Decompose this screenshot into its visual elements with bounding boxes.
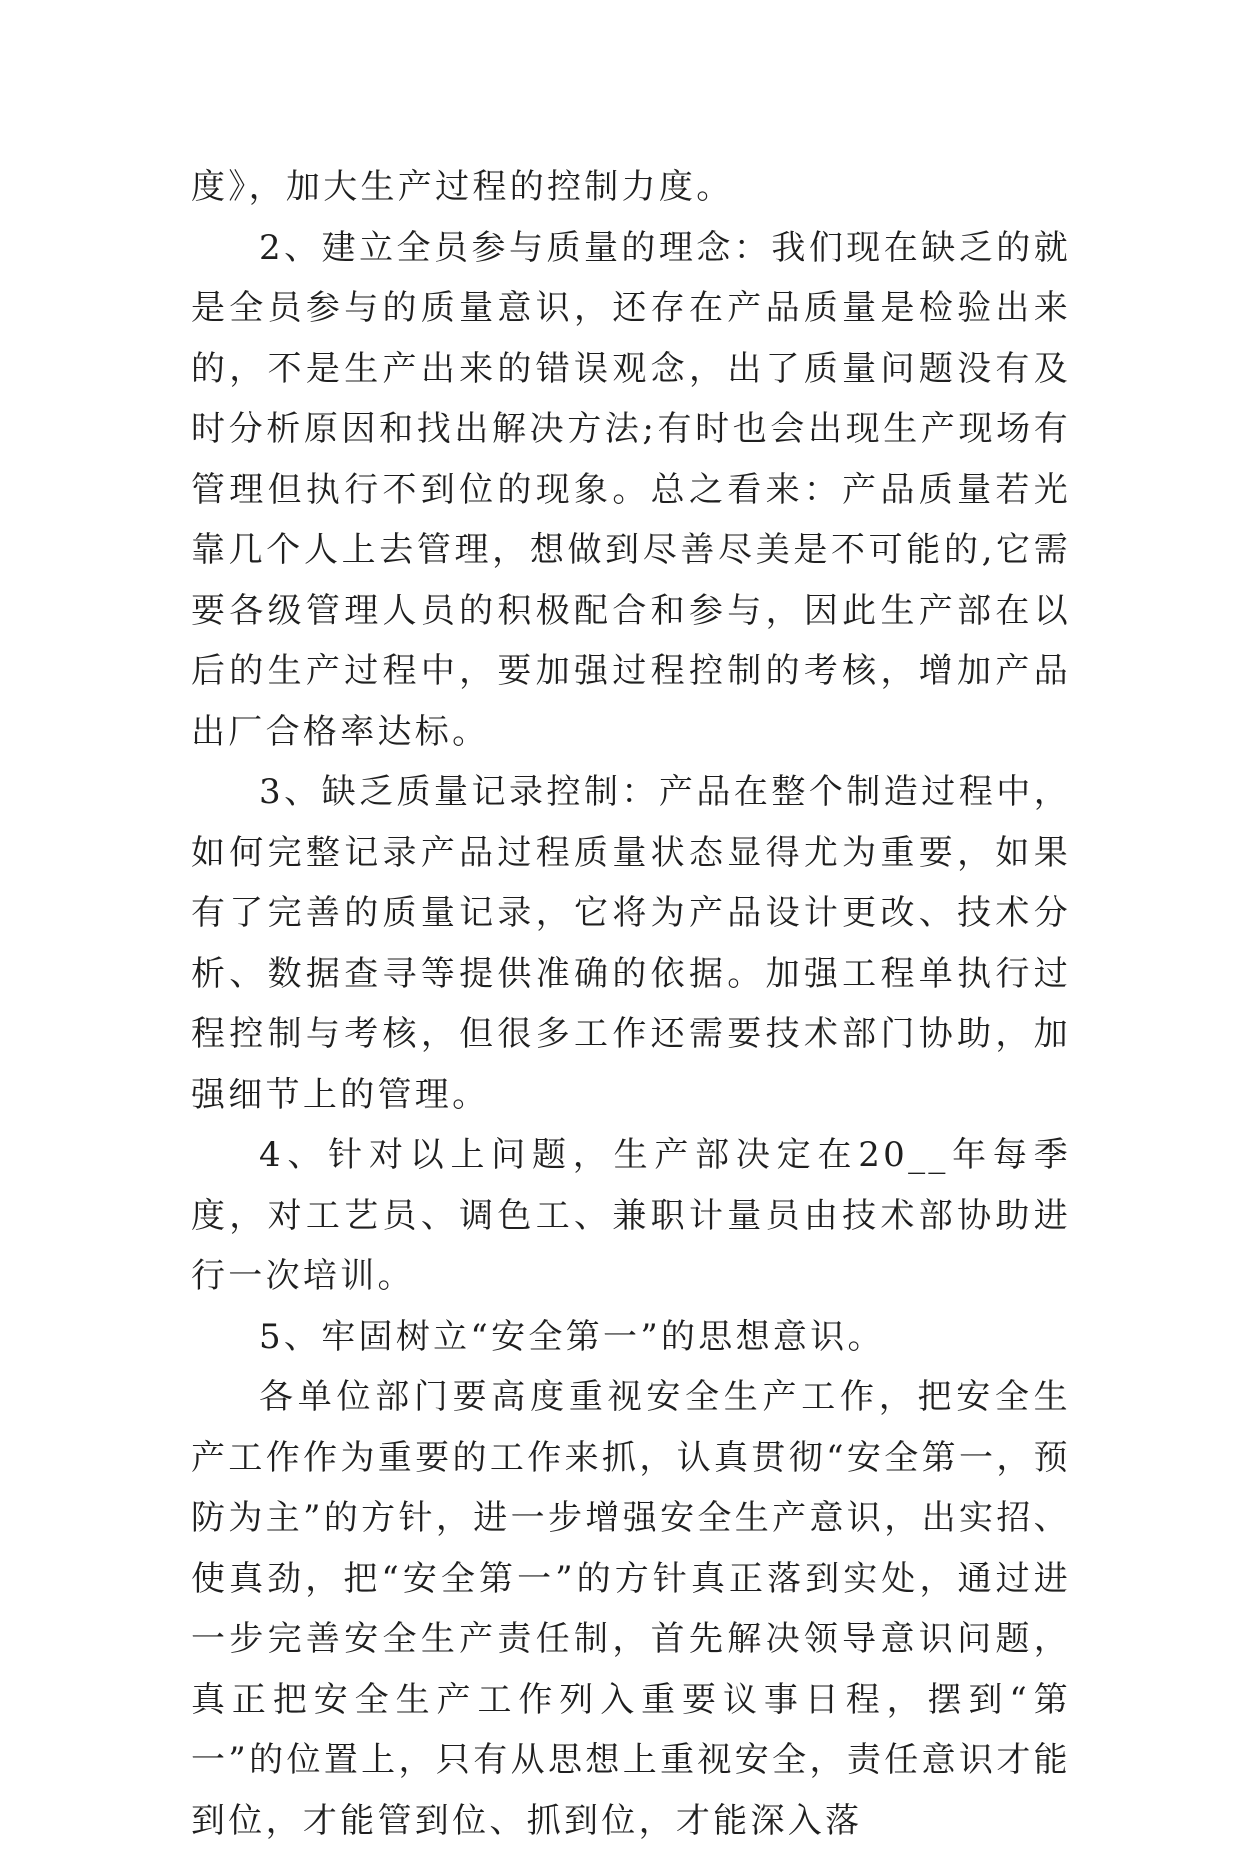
document-body [191, 157, 1071, 1851]
paragraph-item-5: 5、牢固树立“安全第一”的思想意识。 [259, 1316, 885, 1357]
paragraph-item-3: 3、缺乏质量记录控制：产品在整个制造过程中，如何完整记录产品过程质量状态显得尤为重要，如果有了完善的质量记录，它将为产品设计更改、技术分析、数据查寻等提供准确的依据。加强工程单执行过程控制与考核，但很多工作还需要技术部门协助，加强细节上的管理。 [191, 772, 1071, 1115]
paragraph-item-2: 2、建立全员参与质量的理念：我们现在缺乏的就是全员参与的质量意识，还存在产品质量是检验出来的，不是生产出来的错误观念，出了质量问题没有及时分析原因和找出解决方法;有时也会出现生产现场有管理但执行不到位的现象。总之看来：产品质量若光靠几个人上去管理，想做到尽善尽美是不可能的,它需要各级管理人员的积极配合和参与，因此生产部在以后的生产过程中，要加强过程控制的考核，增加产品出厂合格率达标。 [191, 227, 1071, 752]
paragraph-safety: 各单位部门要高度重视安全生产工作，把安全生产工作作为重要的工作来抓，认真贯彻“安全第一，预防为主”的方针，进一步增强安全生产意识，出实招、使真劲，把“安全第一”的方针真正落到实处，通过进一步完善安全生产责任制，首先解决领导意识问题，真正把安全生产工作列入重要议事日程，摆到“第一”的位置上，只有从思想上重视安全，责任意识才能到位，才能管到位、抓到位，才能深入落 [191, 1377, 1071, 1841]
paragraph-continuation: 度》，加大生产过程的控制力度。 [191, 167, 734, 207]
paragraph-item-4: 4、针对以上问题，生产部决定在20__年每季度，对工艺员、调色工、兼职计量员由技术部协助进行一次培训。 [191, 1135, 1071, 1296]
